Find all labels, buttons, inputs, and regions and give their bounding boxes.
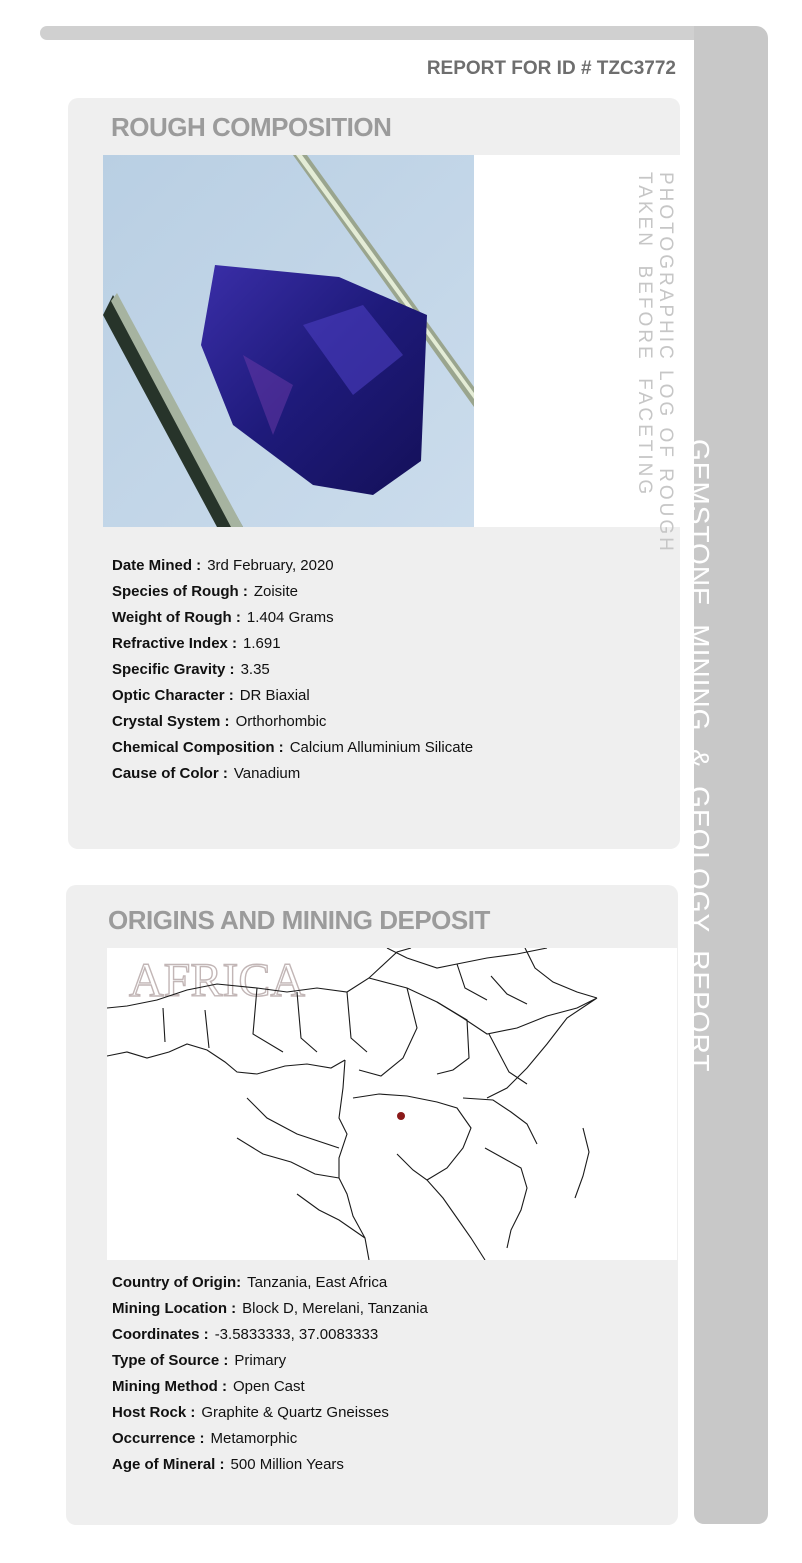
- detail-label: Host Rock :: [112, 1404, 196, 1421]
- detail-value: -3.5833333, 37.0083333: [214, 1326, 379, 1343]
- photo-caption-line1: PHOTOGRAPHIC LOG OF ROUGH: [655, 172, 676, 554]
- detail-label: Date Mined :: [112, 557, 202, 574]
- photo-caption-line2: TAKEN BEFORE FACETING: [634, 172, 655, 498]
- detail-value: Open Cast: [232, 1378, 305, 1395]
- detail-row: [112, 1426, 428, 1452]
- detail-label: Type of Source :: [112, 1352, 229, 1369]
- map-region-label: AFRICA: [129, 954, 306, 1007]
- detail-row: [112, 1452, 428, 1478]
- detail-label: Specific Gravity :: [112, 661, 235, 678]
- detail-row: [112, 1348, 428, 1374]
- detail-value: 500 Million Years: [230, 1456, 344, 1473]
- detail-value: Tanzania, East Africa: [247, 1274, 388, 1291]
- detail-row: [112, 709, 473, 735]
- detail-label: Optic Character :: [112, 687, 234, 704]
- detail-label: Crystal System :: [112, 713, 230, 730]
- detail-row: [112, 683, 473, 709]
- detail-label: Weight of Rough :: [112, 609, 241, 626]
- detail-row: [112, 1400, 428, 1426]
- detail-label: Mining Location :: [112, 1300, 237, 1317]
- detail-label: Mining Method :: [112, 1378, 227, 1395]
- detail-label: Cause of Color :: [112, 765, 228, 782]
- detail-row: [112, 761, 473, 787]
- detail-value: Vanadium: [233, 765, 301, 782]
- detail-value: 1.691: [243, 635, 281, 652]
- mine-location-marker: [397, 1112, 405, 1120]
- detail-value: Zoisite: [253, 583, 299, 600]
- detail-row: [112, 1322, 428, 1348]
- detail-value: 3rd February, 2020: [207, 557, 334, 574]
- detail-value: 1.404 Grams: [246, 609, 334, 626]
- detail-label: Refractive Index :: [112, 635, 238, 652]
- photo-caption: [634, 172, 680, 554]
- detail-value: Graphite & Quartz Gneisses: [201, 1404, 389, 1421]
- detail-value: Block D, Merelani, Tanzania: [242, 1300, 428, 1317]
- africa-map: [107, 948, 677, 1260]
- report-id: REPORT FOR ID # TZC3772: [426, 58, 676, 79]
- detail-row: [112, 605, 473, 631]
- detail-value: DR Biaxial: [239, 687, 310, 704]
- detail-value: Calcium Alluminium Silicate: [289, 739, 474, 756]
- detail-row: [112, 579, 473, 605]
- detail-value: Metamorphic: [210, 1430, 298, 1447]
- detail-row: [112, 735, 473, 761]
- detail-label: Age of Mineral :: [112, 1456, 225, 1473]
- gemstone-photo: [103, 155, 474, 527]
- detail-row: [112, 553, 473, 579]
- origins-title: ORIGINS AND MINING DEPOSIT: [108, 905, 490, 935]
- detail-value: 3.35: [240, 661, 270, 678]
- detail-value: Primary: [234, 1352, 287, 1369]
- rough-composition-title: ROUGH COMPOSITION: [111, 112, 392, 142]
- detail-value: Orthorhombic: [235, 713, 327, 730]
- detail-label: Occurrence :: [112, 1430, 205, 1447]
- detail-row: [112, 1296, 428, 1322]
- detail-label: Chemical Composition :: [112, 739, 284, 756]
- detail-label: Country of Origin:: [112, 1274, 242, 1291]
- detail-row: [112, 1270, 428, 1296]
- detail-row: [112, 657, 473, 683]
- origins-details: [112, 1270, 428, 1478]
- side-banner-title-wrap: [684, 26, 768, 1524]
- top-rule: [40, 26, 730, 40]
- report-side-title: GEMSTONE MINING & GEOLOGY REPORT: [684, 439, 715, 1073]
- detail-row: [112, 1374, 428, 1400]
- rough-details: [112, 553, 473, 787]
- detail-row: [112, 631, 473, 657]
- detail-label: Coordinates :: [112, 1326, 209, 1343]
- detail-label: Species of Rough :: [112, 583, 248, 600]
